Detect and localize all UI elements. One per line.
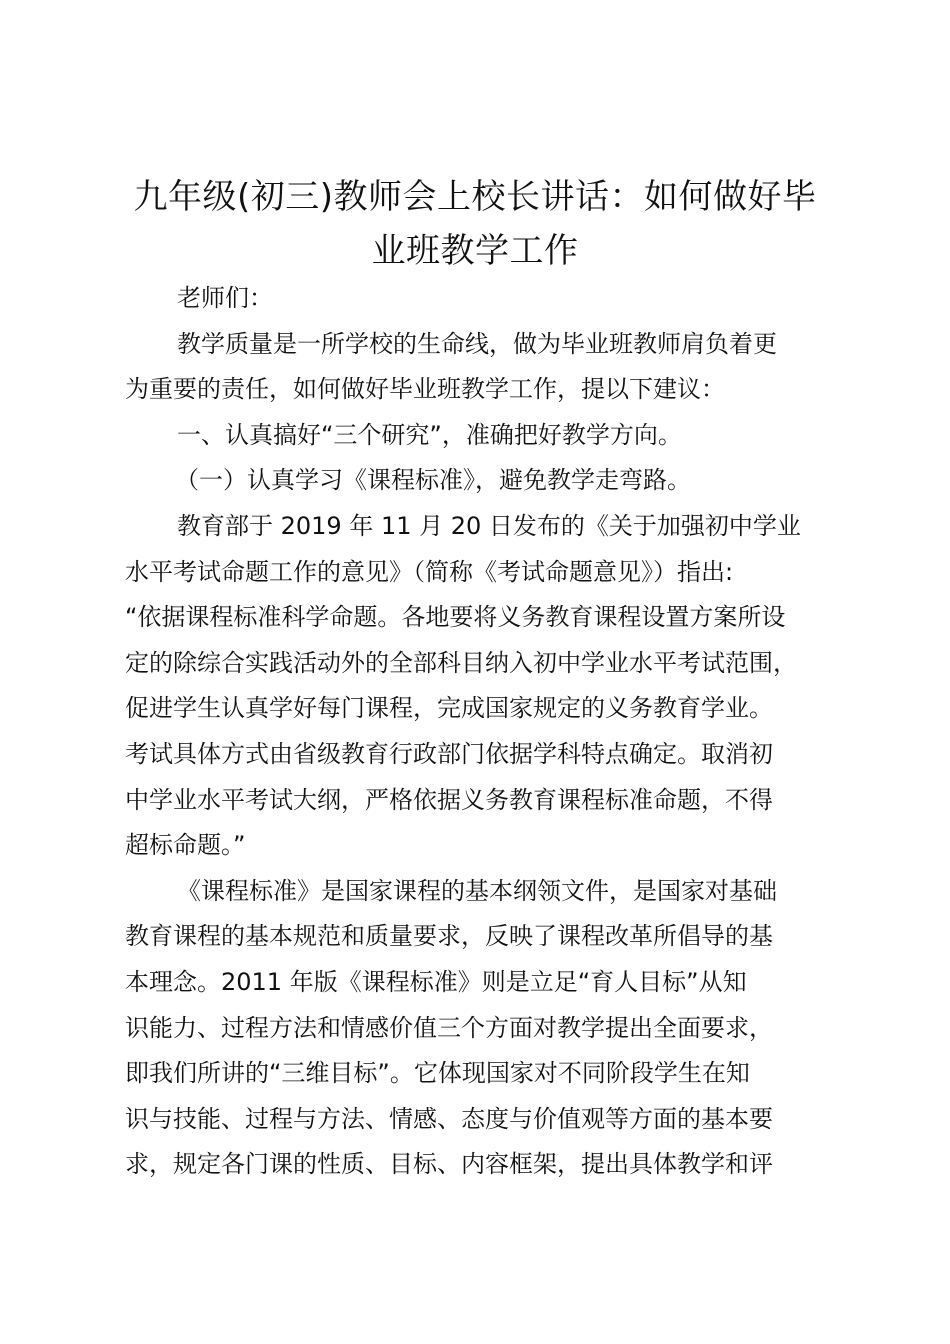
body-line: 本理念。2011 年版《课程标准》则是立足“育人目标”从知 <box>125 967 747 996</box>
body-line: 教育课程的基本规范和质量要求，反映了课程改革所倡导的基 <box>125 922 773 951</box>
section-heading: 一、认真搞好“三个研究”，准确把好教学方向。 <box>177 420 682 449</box>
body-line: 水平考试命题工作的意见》（简称《考试命题意见》）指出: <box>125 557 734 586</box>
body-line: 教学质量是一所学校的生命线，做为毕业班教师肩负着更 <box>177 329 777 358</box>
body-line: “依据课程标准科学命题。各地要将义务教育课程设置方案所设 <box>125 603 786 632</box>
body-line: 求，规定各门课的性质、目标、内容框架，提出具体教学和评 <box>125 1150 773 1179</box>
body-line: 为重要的责任，如何做好毕业班教学工作，提以下建议： <box>125 375 725 404</box>
body-line: 定的除综合实践活动外的全部科目纳入初中学业水平考试范围， <box>125 648 797 677</box>
body-line: 中学业水平考试大纲，严格依据义务教育课程标准命题，不得 <box>125 785 773 814</box>
document-body <box>125 276 837 1188</box>
body-line: 超标命题。” <box>125 831 246 860</box>
body-line: 即我们所讲的“三维目标”。它体现国家对不同阶段学生在知 <box>125 1059 750 1088</box>
body-line: 促进学生认真学好每门课程，完成国家规定的义务教育学业。 <box>125 694 773 723</box>
body-line: 考试具体方式由省级教育行政部门依据学科特点确定。取消初 <box>125 739 773 768</box>
body-line: 教育部于 2019 年 11 月 20 日发布的《关于加强初中学业 <box>177 511 801 540</box>
title-line-1: 九年级(初三)教师会上校长讲话：如何做好毕 <box>133 177 817 217</box>
subsection-heading: （一）认真学习《课程标准》，避免教学走弯路。 <box>175 466 691 495</box>
body-line: 《课程标准》是国家课程的基本纲领文件，是国家对基础 <box>177 876 777 905</box>
body-line: 识能力、过程方法和情感价值三个方面对教学提出全面要求， <box>125 1013 773 1042</box>
body-line: 识与技能、过程与方法、情感、态度与价值观等方面的基本要 <box>125 1104 773 1133</box>
salutation: 老师们： <box>177 284 273 312</box>
title-line-2: 业班教学工作 <box>371 231 579 271</box>
document-title <box>110 170 840 278</box>
